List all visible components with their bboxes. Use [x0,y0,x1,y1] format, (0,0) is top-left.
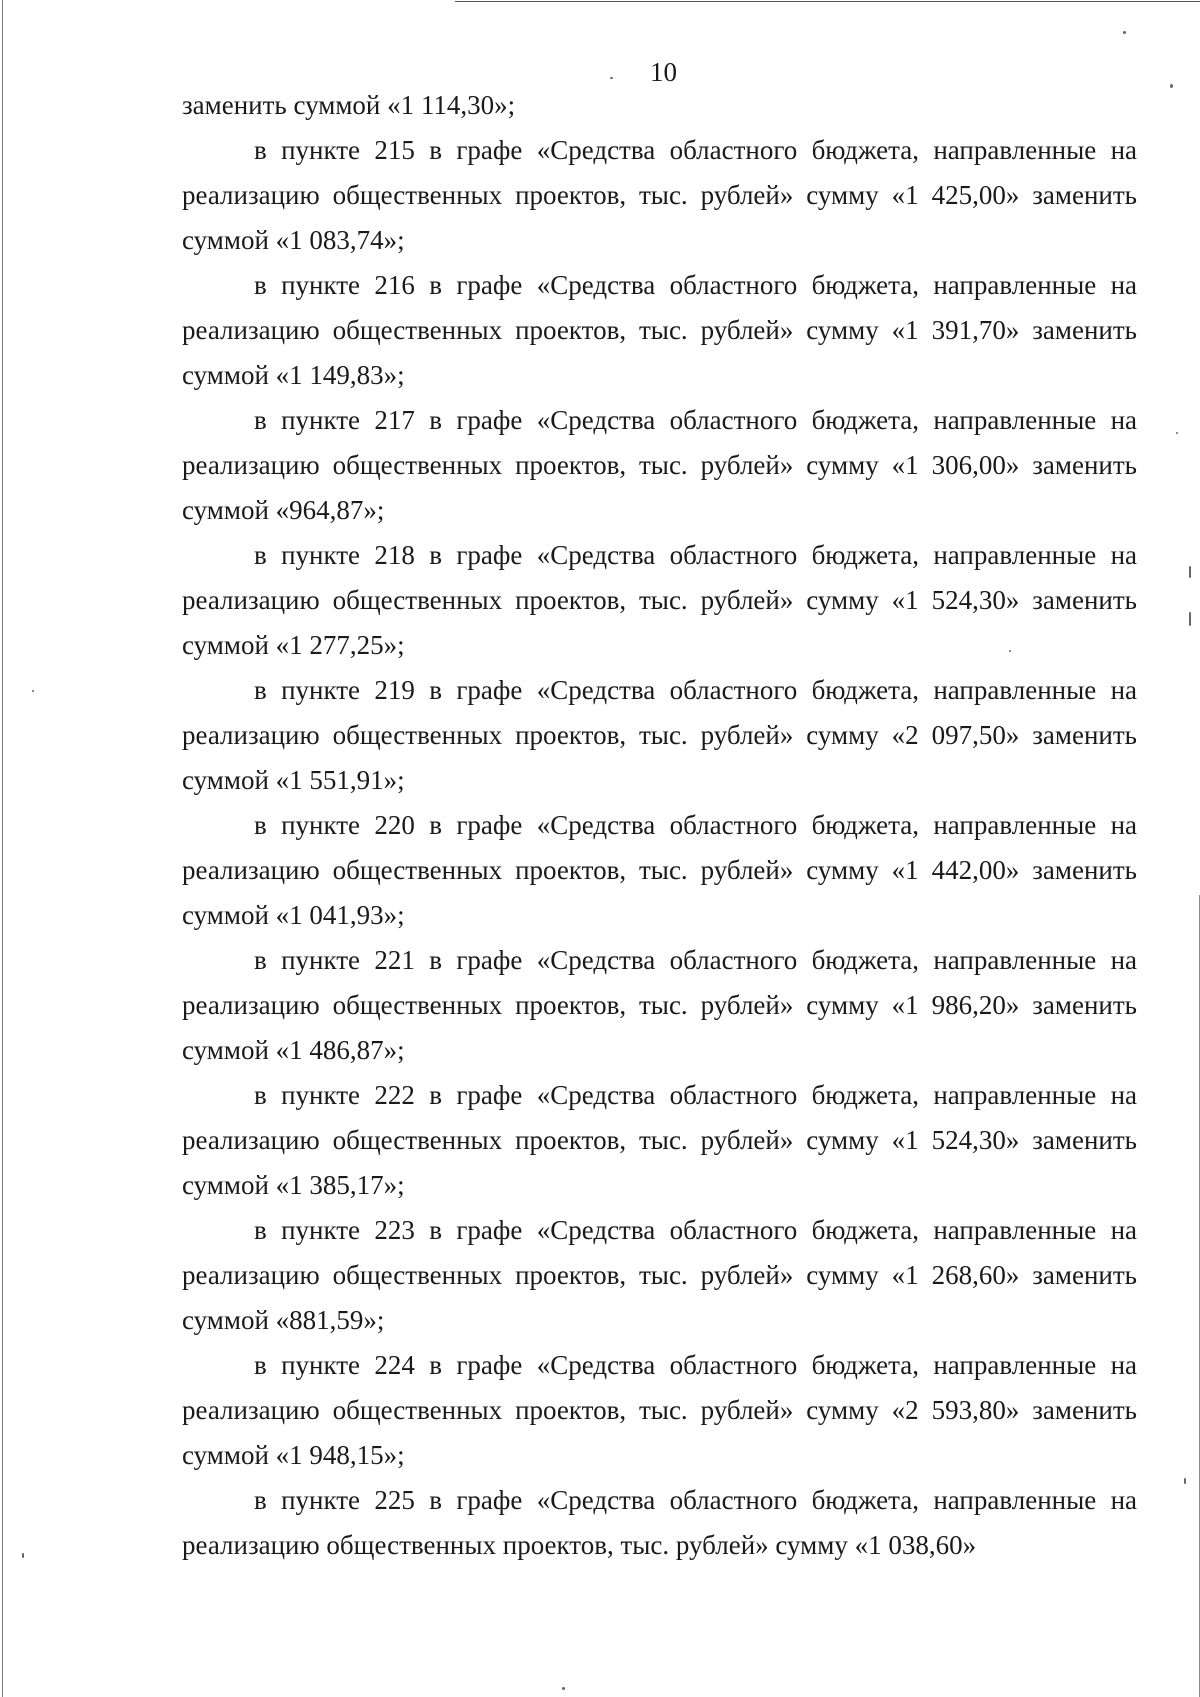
amendment-paragraph-223: в пункте 223 в графе «Средства областного бюджета, направленные на реализацию общественных проектов, тыс. рублей» сумму «1 268,60» заменить суммой «881,59»; [182,1215,1137,1335]
amendment-paragraph-216: в пункте 216 в графе «Средства областного бюджета, направленные на реализацию общественных проектов, тыс. рублей» сумму «1 391,70» заменить суммой «1 149,83»; [182,270,1137,390]
scan-speck [1176,432,1178,434]
scan-speck [1123,31,1126,34]
continuation-line: заменить суммой «1 114,30»; [182,90,516,120]
document-body [182,83,1137,1568]
scan-speck [1184,1478,1186,1484]
amendment-paragraph-221: в пункте 221 в графе «Средства областного бюджета, направленные на реализацию общественных проектов, тыс. рублей» сумму «1 986,20» заменить суммой «1 486,87»; [182,945,1137,1065]
amendment-paragraph-225: в пункте 225 в графе «Средства областного бюджета, направленные на реализацию общественных проектов, тыс. рублей» сумму «1 038,60» [182,1485,1137,1560]
page-number: 10 [650,57,677,87]
scan-speck [562,1687,565,1690]
scan-edge-top [455,1,1200,2]
scan-speck [22,1553,24,1558]
amendment-paragraph-219: в пункте 219 в графе «Средства областного бюджета, направленные на реализацию общественных проектов, тыс. рублей» сумму «2 097,50» заменить суммой «1 551,91»; [182,675,1137,795]
scan-speck [1189,612,1191,626]
scan-speck [610,77,613,79]
scan-speck [32,690,34,692]
amendment-paragraph-220: в пункте 220 в графе «Средства областного бюджета, направленные на реализацию общественных проектов, тыс. рублей» сумму «1 442,00» заменить суммой «1 041,93»; [182,810,1137,930]
amendment-paragraph-222: в пункте 222 в графе «Средства областного бюджета, направленные на реализацию общественных проектов, тыс. рублей» сумму «1 524,30» заменить суммой «1 385,17»; [182,1080,1137,1200]
amendment-paragraph-224: в пункте 224 в графе «Средства областного бюджета, направленные на реализацию общественных проектов, тыс. рублей» сумму «2 593,80» заменить суммой «1 948,15»; [182,1350,1137,1470]
scan-edge-left [2,0,3,1697]
amendment-paragraph-215: в пункте 215 в графе «Средства областного бюджета, направленные на реализацию общественных проектов, тыс. рублей» сумму «1 425,00» заменить суммой «1 083,74»; [182,135,1137,255]
amendment-paragraph-218: в пункте 218 в графе «Средства областного бюджета, направленные на реализацию общественных проектов, тыс. рублей» сумму «1 524,30» заменить суммой «1 277,25»; [182,540,1137,660]
scan-speck [1170,84,1173,88]
scan-speck [1189,566,1191,578]
amendment-paragraph-217: в пункте 217 в графе «Средства областного бюджета, направленные на реализацию общественных проектов, тыс. рублей» сумму «1 306,00» заменить суммой «964,87»; [182,405,1137,525]
